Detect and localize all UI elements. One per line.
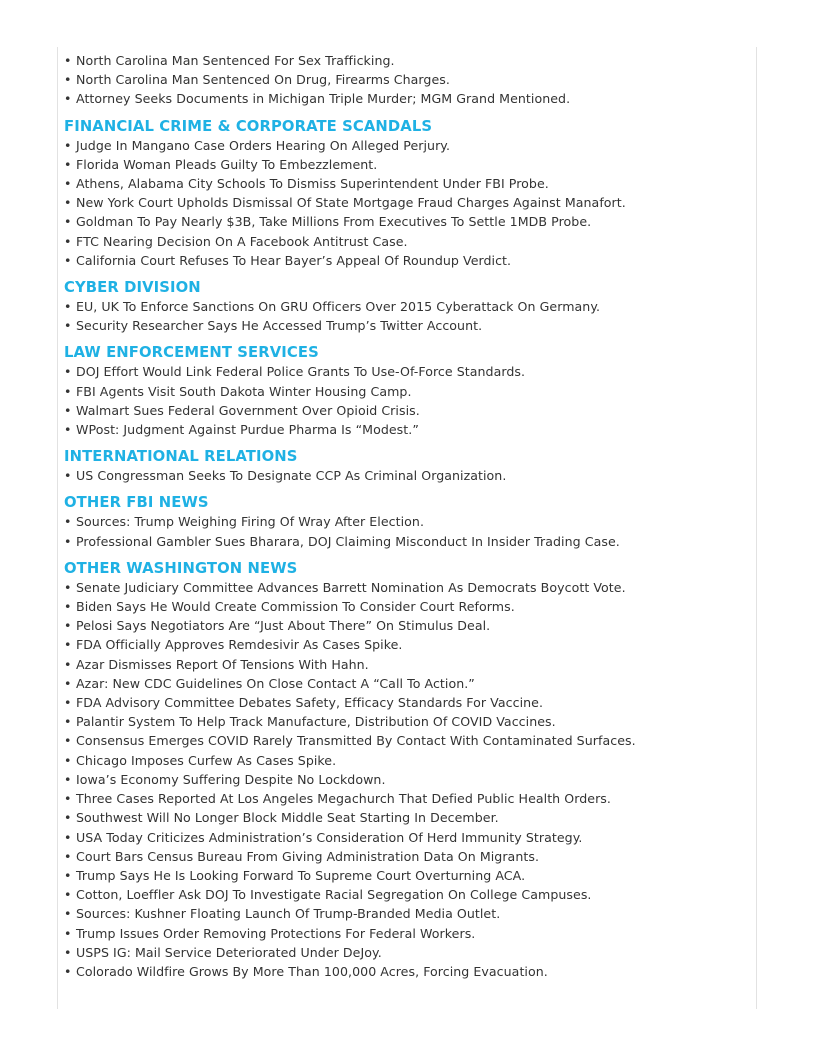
headline-item	[64, 212, 754, 231]
headline-link[interactable]: North Carolina Man Sentenced On Drug, Firearms Charges.	[76, 72, 450, 88]
headline-item	[64, 962, 754, 981]
section-heading: CYBER DIVISION	[64, 279, 201, 297]
headline-link[interactable]: Three Cases Reported At Los Angeles Megachurch That Defied Public Health Orders.	[76, 791, 611, 807]
bullet-icon: •	[64, 53, 72, 68]
headline-link[interactable]: FBI Agents Visit South Dakota Winter Housing Camp.	[76, 383, 412, 399]
bullet-icon: •	[64, 176, 72, 192]
headline-item	[64, 789, 754, 808]
headline-link[interactable]: Pelosi Says Negotiators Are “Just About There” On Stimulus Deal.	[76, 618, 491, 634]
headline-link[interactable]: Sources: Trump Weighing Firing Of Wray After Election.	[76, 514, 425, 530]
bullet-icon: •	[64, 514, 72, 530]
headline-link[interactable]: Trump Issues Order Removing Protections For Federal Workers.	[76, 925, 476, 941]
headline-link[interactable]: Trump Says He Is Looking Forward To Supreme Court Overturning ACA.	[76, 867, 526, 883]
bullet-icon: •	[64, 422, 72, 438]
headline-link[interactable]: EU, UK To Enforce Sanctions On GRU Officers Over 2015 Cyberattack On Germany.	[76, 299, 601, 315]
section-heading: OTHER FBI NEWS	[64, 494, 209, 512]
headline-link[interactable]: Azar Dismisses Report Of Tensions With Hahn.	[76, 656, 369, 672]
headline-item	[64, 847, 754, 866]
headline-link[interactable]: Sources: Kushner Floating Launch Of Trump-Branded Media Outlet.	[76, 906, 501, 922]
bullet-icon: •	[64, 887, 72, 903]
newsletter-page	[57, 47, 757, 1009]
bullet-icon: •	[64, 637, 72, 653]
headline-item	[64, 420, 754, 439]
news-section	[64, 493, 754, 550]
bullet-icon: •	[64, 925, 72, 941]
news-section	[64, 117, 754, 270]
headline-link[interactable]: FTC Nearing Decision On A Facebook Antitrust Case.	[76, 233, 408, 249]
headline-item	[64, 89, 754, 108]
section-heading: LAW ENFORCEMENT SERVICES	[64, 344, 319, 362]
headline-item	[64, 174, 754, 193]
headline-link[interactable]: Palantir System To Help Track Manufacture, Distribution Of COVID Vaccines.	[76, 714, 556, 730]
headline-link[interactable]: Azar: New CDC Guidelines On Close Contact A “Call To Action.”	[76, 675, 475, 691]
news-section	[64, 447, 754, 485]
headline-link[interactable]: Walmart Sues Federal Government Over Opioid Crisis.	[76, 402, 420, 418]
headline-item	[64, 578, 754, 597]
headline-link[interactable]: California Court Refuses To Hear Bayer’s Appeal Of Roundup Verdict.	[76, 252, 512, 268]
bullet-icon: •	[64, 195, 72, 211]
headline-link[interactable]: Athens, Alabama City Schools To Dismiss Superintendent Under FBI Probe.	[76, 176, 549, 192]
headline-item	[64, 655, 754, 674]
headline-item	[64, 616, 754, 635]
headline-link[interactable]: Consensus Emerges COVID Rarely Transmitted By Contact With Contaminated Surfaces.	[76, 733, 636, 749]
bullet-icon: •	[64, 533, 72, 549]
headline-item	[64, 382, 754, 401]
headline-link[interactable]: Goldman To Pay Nearly $3B, Take Millions From Executives To Settle 1MDB Probe.	[76, 214, 592, 230]
headline-link[interactable]: Professional Gambler Sues Bharara, DOJ Claiming Misconduct In Insider Trading Case.	[76, 533, 620, 549]
headline-item	[64, 232, 754, 251]
headline-item	[64, 51, 754, 70]
news-section	[64, 559, 754, 981]
bullet-icon: •	[64, 829, 72, 845]
headline-link[interactable]: Southwest Will No Longer Block Middle Seat Starting In December.	[76, 810, 499, 826]
bullet-icon: •	[64, 848, 72, 864]
headline-item	[64, 808, 754, 827]
lead-headline-list	[64, 51, 754, 109]
headline-item	[64, 597, 754, 616]
headline-item	[64, 401, 754, 420]
news-section	[64, 343, 754, 439]
bullet-icon: •	[64, 599, 72, 615]
bullet-icon: •	[64, 714, 72, 730]
headline-link[interactable]: FDA Officially Approves Remdesivir As Cases Spike.	[76, 637, 403, 653]
bullet-icon: •	[64, 656, 72, 672]
headline-link[interactable]: USA Today Criticizes Administration’s Consideration Of Herd Immunity Strategy.	[76, 829, 583, 845]
section-list	[64, 117, 754, 982]
headline-item	[64, 943, 754, 962]
bullet-icon: •	[64, 383, 72, 399]
headline-item	[64, 316, 754, 335]
bullet-icon: •	[64, 233, 72, 249]
bullet-icon: •	[64, 695, 72, 711]
bullet-icon: •	[64, 318, 72, 334]
bullet-icon: •	[64, 771, 72, 787]
headline-link[interactable]: Iowa’s Economy Suffering Despite No Lockdown.	[76, 771, 386, 787]
headline-link[interactable]: Florida Woman Pleads Guilty To Embezzlement.	[76, 156, 378, 172]
bullet-icon: •	[64, 299, 72, 315]
headline-item	[64, 885, 754, 904]
bullet-icon: •	[64, 364, 72, 380]
headline-link[interactable]: Court Bars Census Bureau From Giving Administration Data On Migrants.	[76, 848, 540, 864]
headline-link[interactable]: North Carolina Man Sentenced For Sex Trafficking.	[76, 53, 395, 68]
news-section	[64, 278, 754, 335]
headline-link[interactable]: USPS IG: Mail Service Deteriorated Under DeJoy.	[76, 944, 382, 960]
bullet-icon: •	[64, 214, 72, 230]
headline-item	[64, 532, 754, 551]
headline-link[interactable]: FDA Advisory Committee Debates Safety, Efficacy Standards For Vaccine.	[76, 695, 544, 711]
headline-item	[64, 297, 754, 316]
bullet-icon: •	[64, 618, 72, 634]
bullet-icon: •	[64, 156, 72, 172]
headline-item	[64, 674, 754, 693]
headline-item	[64, 512, 754, 531]
bullet-icon: •	[64, 252, 72, 268]
section-heading: FINANCIAL CRIME & CORPORATE SCANDALS	[64, 117, 433, 135]
newsletter-content	[64, 51, 754, 981]
bullet-icon: •	[64, 944, 72, 960]
headline-item	[64, 193, 754, 212]
headline-item	[64, 751, 754, 770]
headline-item	[64, 136, 754, 155]
headline-link[interactable]: Senate Judiciary Committee Advances Barrett Nomination As Democrats Boycott Vote.	[76, 579, 626, 595]
bullet-icon: •	[64, 402, 72, 418]
headline-link[interactable]: Judge In Mangano Case Orders Hearing On Alleged Perjury.	[76, 137, 451, 153]
bullet-icon: •	[64, 906, 72, 922]
bullet-icon: •	[64, 791, 72, 807]
bullet-icon: •	[64, 867, 72, 883]
headline-item	[64, 924, 754, 943]
headline-link[interactable]: Colorado Wildfire Grows By More Than 100,000 Acres, Forcing Evacuation.	[76, 963, 548, 979]
headline-item	[64, 155, 754, 174]
bullet-icon: •	[64, 579, 72, 595]
headline-item	[64, 866, 754, 885]
headline-link[interactable]: New York Court Upholds Dismissal Of State Mortgage Fraud Charges Against Manafort.	[76, 195, 626, 211]
bullet-icon: •	[64, 91, 72, 107]
headline-item	[64, 251, 754, 270]
headline-link[interactable]: Chicago Imposes Curfew As Cases Spike.	[76, 752, 337, 768]
bullet-icon: •	[64, 468, 72, 484]
bullet-icon: •	[64, 72, 72, 88]
headline-item	[64, 712, 754, 731]
headline-item	[64, 70, 754, 89]
headline-link[interactable]: DOJ Effort Would Link Federal Police Grants To Use-Of-Force Standards.	[76, 364, 526, 380]
headline-item	[64, 693, 754, 712]
headline-item	[64, 635, 754, 654]
headline-link[interactable]: Biden Says He Would Create Commission To Consider Court Reforms.	[76, 599, 515, 615]
headline-item	[64, 362, 754, 381]
bullet-icon: •	[64, 675, 72, 691]
headline-link[interactable]: Security Researcher Says He Accessed Trump’s Twitter Account.	[76, 318, 483, 334]
headline-link[interactable]: Cotton, Loeffler Ask DOJ To Investigate Racial Segregation On College Campuses.	[76, 887, 592, 903]
bullet-icon: •	[64, 733, 72, 749]
headline-item	[64, 770, 754, 789]
section-heading: OTHER WASHINGTON NEWS	[64, 559, 298, 577]
headline-link[interactable]: WPost: Judgment Against Purdue Pharma Is “Modest.”	[76, 422, 419, 438]
headline-link[interactable]: US Congressman Seeks To Designate CCP As Criminal Organization.	[76, 468, 507, 484]
bullet-icon: •	[64, 752, 72, 768]
headline-item	[64, 731, 754, 750]
headline-item	[64, 904, 754, 923]
section-heading: INTERNATIONAL RELATIONS	[64, 448, 298, 466]
bullet-icon: •	[64, 963, 72, 979]
headline-item	[64, 466, 754, 485]
bullet-icon: •	[64, 810, 72, 826]
headline-link[interactable]: Attorney Seeks Documents in Michigan Triple Murder; MGM Grand Mentioned.	[76, 91, 571, 107]
headline-item	[64, 828, 754, 847]
bullet-icon: •	[64, 137, 72, 153]
